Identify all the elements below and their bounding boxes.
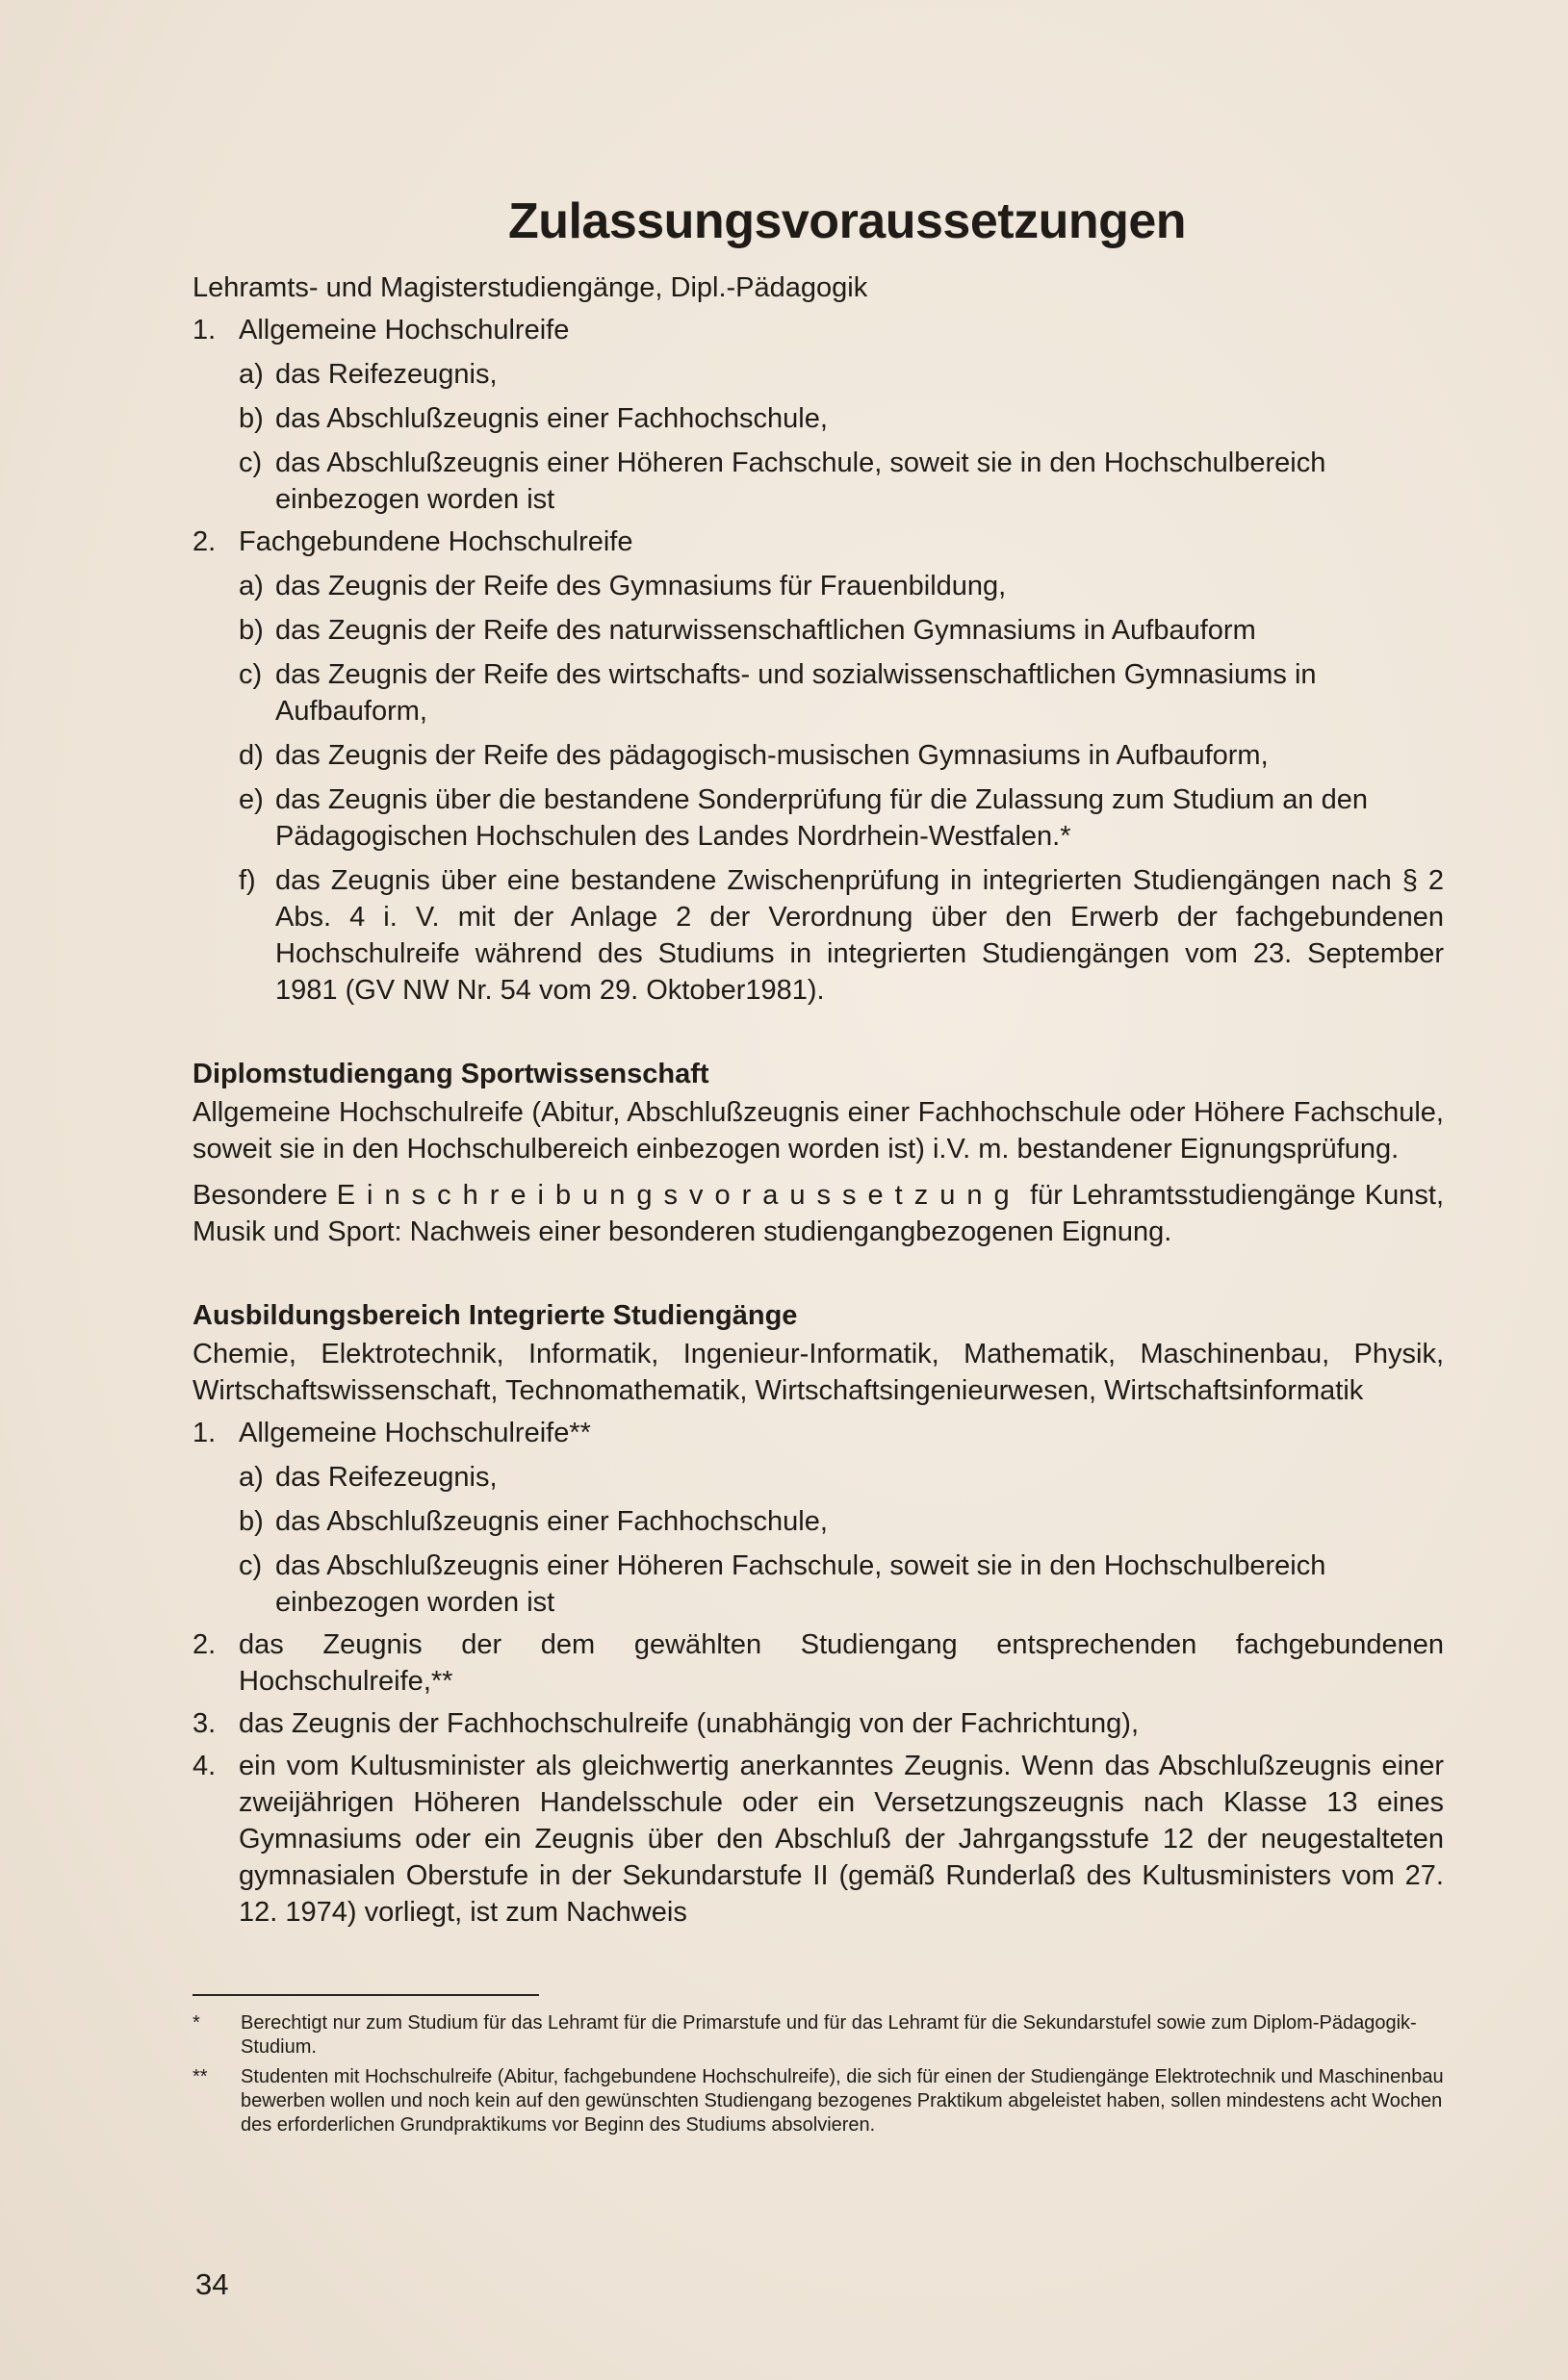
sub-text: das Zeugnis der Reife des naturwissenschaftlichen Gymnasiums in Aufbauform (275, 615, 1256, 646)
section-integrated-list (193, 1415, 1444, 1931)
item-number: 4. (193, 1751, 217, 1781)
list-item (193, 312, 1444, 348)
item-label: Allgemeine Hochschulreife** (239, 1418, 591, 1448)
sub-letter: c) (239, 448, 263, 478)
list-item (193, 1705, 1444, 1742)
sub-text: das Abschlußzeugnis einer Höheren Fachschule, soweit sie in den Hochschulbereich einbezogen worden ist (275, 448, 1326, 515)
sub-letter: e) (239, 784, 264, 815)
sub-item (193, 568, 1444, 604)
item-label: ein vom Kultusminister als gleichwertig anerkanntes Zeugnis. Wenn das Abschlußzeugnis einer zweijährigen Höheren Handelsschule oder ein Versetzungszeugnis nach Klasse 13 eines Gymnasiums oder ein Zeugnis über den Abschluß der Jahrgangsstufe 12 der neugestalteten gymnasialen Oberstufe in der Sekundarstufe II (gemäß Runderlaß des Kultusministers vom 27. 12. 1974) vorliegt, ist zum Nachweis (239, 1751, 1444, 1928)
footnote-text: Berechtigt nur zum Studium für das Lehramt für die Primarstufe und für das Lehramt für die Sekundarstufel sowie zum Diplom-Pädagogik-Studium. (241, 2012, 1417, 2058)
section-admission-list (193, 312, 1444, 1009)
item-number: 2. (193, 1629, 217, 1660)
special-requirement-paragraph (193, 1177, 1444, 1250)
section-heading-sport: Diplomstudiengang Sportwissenschaft (193, 1059, 709, 1089)
item-number: 2. (193, 526, 217, 557)
sub-letter: b) (239, 615, 264, 646)
sub-item (193, 656, 1444, 729)
sub-item (193, 445, 1444, 518)
sub-text: das Reifezeugnis, (275, 1462, 498, 1493)
sub-text: das Zeugnis der Reife des pädagogisch-musischen Gymnasiums in Aufbauform, (275, 740, 1269, 771)
footnote-divider (193, 1994, 539, 1996)
sub-item (193, 737, 1444, 774)
footnotes (193, 2011, 1444, 2143)
sub-item (193, 862, 1444, 1009)
sub-letter: b) (239, 1506, 264, 1537)
sub-text: das Abschlußzeugnis einer Fachhochschule, (275, 403, 828, 434)
sub-text: das Zeugnis der Reife des Gymnasiums für Frauenbildung, (275, 571, 1007, 601)
sub-text: das Abschlußzeugnis einer Fachhochschule, (275, 1506, 828, 1537)
sub-letter: f) (239, 865, 256, 896)
para-spaced-word: Einschreibungsvoraussetzung (336, 1180, 1021, 1211)
para-suffix: für Lehramtsstudiengänge Kunst, Musik und Sport: Nachweis einer besonderen studiengangbezogenen Eignung. (193, 1180, 1445, 1247)
sub-letter: c) (239, 659, 263, 690)
list-item (193, 1415, 1444, 1451)
item-label: das Zeugnis der dem gewählten Studiengang entsprechenden fachgebundenen Hochschulreife,** (239, 1629, 1444, 1697)
intro-heading: Lehramts- und Magisterstudiengänge, Dipl.-Pädagogik (193, 272, 868, 303)
sub-item (193, 356, 1444, 393)
sub-item (193, 1503, 1444, 1540)
sub-letter: c) (239, 1550, 263, 1581)
para-prefix: Besondere (193, 1180, 328, 1211)
sub-text: das Reifezeugnis, (275, 359, 498, 390)
sport-paragraph: Allgemeine Hochschulreife (Abitur, Abschlußzeugnis einer Fachhochschule oder Höhere Fachschule, soweit sie in den Hochschulbereich einbezogen worden ist) i.V. m. bestandener Eignungsprüfung. (193, 1097, 1444, 1164)
sub-item (193, 612, 1444, 649)
footnote (193, 2065, 1444, 2137)
footnote-mark: * (193, 2012, 200, 2034)
sub-item (193, 781, 1444, 855)
sub-text: das Zeugnis über die bestandene Sonderprüfung für die Zulassung zum Studium an den Pädagogischen Hochschulen des Landes Nordrhein-Westfalen.* (275, 784, 1368, 852)
integrated-subjects: Chemie, Elektrotechnik, Informatik, Ingenieur-Informatik, Mathematik, Maschinenbau, Physik, Wirtschaftswissenschaft, Technomathematik, Wirtschaftsingenieurwesen, Wirtschaftsinformatik (193, 1339, 1444, 1406)
sub-letter: d) (239, 740, 264, 771)
item-label: das Zeugnis der Fachhochschulreife (unabhängig von der Fachrichtung), (239, 1708, 1139, 1739)
item-number: 1. (193, 1418, 217, 1448)
list-item (193, 524, 1444, 560)
page-number: 34 (195, 2267, 229, 2301)
sub-item (193, 1459, 1444, 1496)
footnote-text: Studenten mit Hochschulreife (Abitur, fachgebundene Hochschulreife), die sich für einen der Studiengänge Elektrotechnik und Maschinenbau bewerben wollen und noch kein auf den gewünschten Studiengang bezogenes Praktikum abgeleistet haben, sollen mindestens acht Wochen des erforderlichen Grundpraktikums vor Beginn des Studiums absolvieren. (241, 2066, 1444, 2136)
sub-letter: a) (239, 359, 264, 390)
sub-text: das Zeugnis über eine bestandene Zwischenprüfung in integrierten Studiengängen nach § 2 Abs. 4 i. V. mit der Anlage 2 der Verordnung über den Erwerb der fachgebundenen Hochschulreife während des Studiums in integrierten Studiengängen vom 23. September 1981 (GV NW Nr. 54 vom 29. Oktober1981). (275, 865, 1444, 1006)
list-item (193, 1748, 1444, 1931)
sub-letter: b) (239, 403, 264, 434)
section-heading-integrated: Ausbildungsbereich Integrierte Studiengänge (193, 1300, 798, 1331)
sub-letter: a) (239, 571, 264, 601)
item-label: Fachgebundene Hochschulreife (239, 526, 633, 557)
item-label: Allgemeine Hochschulreife (239, 315, 570, 345)
sub-item (193, 1548, 1444, 1621)
sub-letter: a) (239, 1462, 264, 1493)
list-item (193, 1626, 1444, 1700)
sub-text: das Zeugnis der Reife des wirtschafts- und sozialwissenschaftlichen Gymnasiums in Aufbauform, (275, 659, 1317, 727)
footnote-mark: ** (193, 2066, 208, 2087)
item-number: 1. (193, 315, 217, 345)
sub-item (193, 400, 1444, 437)
main-content (193, 192, 1444, 1931)
page-title: Zulassungsvoraussetzungen (507, 193, 1187, 249)
footnote (193, 2011, 1444, 2060)
item-number: 3. (193, 1708, 217, 1739)
sub-text: das Abschlußzeugnis einer Höheren Fachschule, soweit sie in den Hochschulbereich einbezogen worden ist (275, 1550, 1326, 1618)
